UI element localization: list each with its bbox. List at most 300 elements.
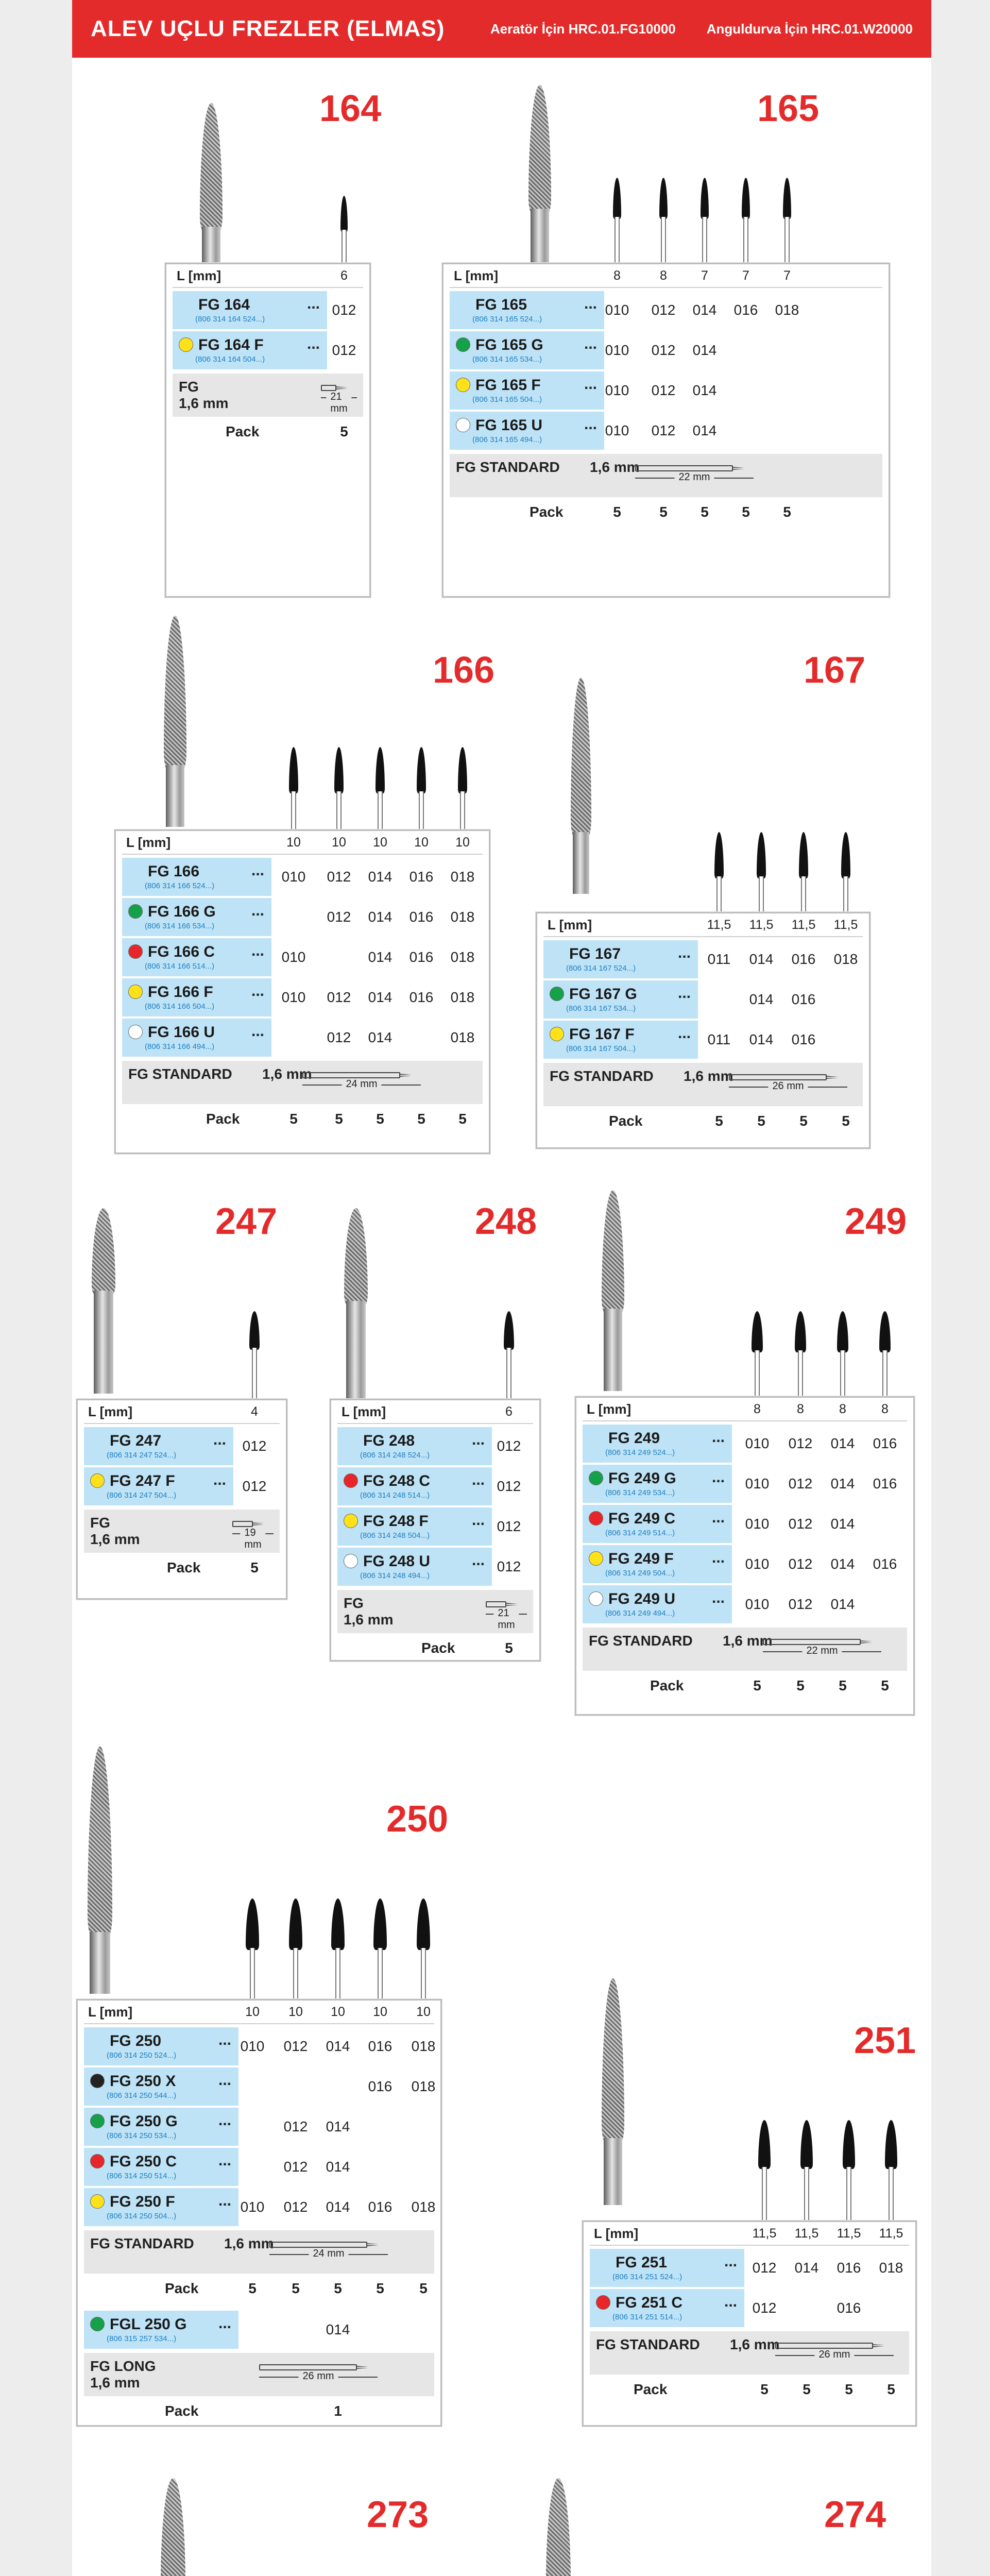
size-silhouette: [328, 1899, 348, 2012]
shank-type: FG STANDARD: [550, 1068, 654, 1084]
size-value: 012: [788, 1516, 813, 1532]
product-name: [344, 1513, 492, 1530]
length-header-row: [543, 913, 863, 937]
product-name: [128, 863, 271, 880]
color-code-dot: [456, 418, 470, 432]
silhouette-head: [701, 178, 709, 219]
color-code-dot: [128, 904, 143, 919]
size-value: 012: [327, 909, 351, 925]
product-code: (806 314 249 524...): [605, 1448, 675, 1457]
anguldurva-reference: Anguldurva İçin HRC.01.W20000: [706, 21, 913, 37]
color-code-dot: [128, 1025, 143, 1039]
group-number: 251: [854, 2020, 916, 2061]
pack-quantity: 5: [505, 1640, 513, 1656]
color-code-dot: [344, 1514, 358, 1528]
size-value: 018: [450, 949, 475, 965]
length-dimension: [232, 1520, 274, 1550]
shank-diameter: 1,6 mm: [179, 395, 229, 411]
pack-label: Pack: [634, 2381, 668, 2397]
size-silhouette: [370, 1899, 390, 2012]
silhouette-head: [458, 747, 467, 793]
pack-quantity: 5: [376, 2280, 384, 2296]
shank-type: FG: [179, 379, 199, 395]
size-value: 012: [497, 1438, 521, 1454]
shank-info-row: [543, 1063, 863, 1106]
size-value: 014: [830, 1435, 855, 1451]
silhouette-head: [800, 2120, 813, 2169]
pack-quantity: 5: [292, 2280, 300, 2296]
product-name-text: FG 249: [608, 1430, 660, 1447]
shank-diameter: 1,6 mm: [224, 2235, 274, 2251]
length-dimension: [763, 1638, 881, 1658]
product-code: (806 315 257 534...): [107, 2334, 177, 2343]
pack-quantity: 5: [289, 1111, 298, 1127]
length-value: 11,5: [707, 918, 731, 932]
product-name-cell: [590, 2289, 744, 2327]
size-value: 010: [745, 1516, 770, 1532]
total-length: 26 mm: [768, 1080, 808, 1092]
length-header-row: [84, 2001, 434, 2024]
shank-info-row: [84, 2230, 434, 2274]
ellipsis: ...: [471, 1431, 485, 1448]
long-pack-row: [84, 2398, 434, 2424]
product-name-text: FG 165 G: [475, 336, 543, 353]
product-table-167: [536, 912, 870, 1149]
product-name-text: FG 250 F: [110, 2193, 175, 2210]
product-name-cell: [84, 2108, 238, 2146]
product-name-text: FG 250 G: [110, 2113, 178, 2130]
size-value: 014: [830, 1596, 855, 1612]
ellipsis: ...: [251, 1023, 264, 1040]
size-value: 016: [873, 1476, 897, 1492]
product-table-164: [165, 263, 371, 598]
ellipsis: ...: [218, 2152, 231, 2169]
product-name-cell: [583, 1505, 732, 1543]
product-code: (806 314 251 524...): [612, 2273, 682, 2281]
shank-info-row: [173, 374, 363, 417]
color-code-dot: [90, 1473, 105, 1488]
shank-diameter: 1,6 mm: [684, 1068, 733, 1084]
size-value: 014: [830, 1476, 855, 1492]
product-name: [589, 1590, 732, 1608]
length-dimension: [302, 1071, 421, 1092]
group-number: 249: [845, 1201, 907, 1242]
pack-row: [543, 1108, 863, 1134]
pack-label: Pack: [206, 1111, 240, 1127]
product-code: (806 314 251 514...): [612, 2313, 682, 2321]
product-name: [128, 984, 271, 1001]
ellipsis: ...: [584, 376, 597, 393]
product-code: (806 314 248 514...): [360, 1491, 430, 1500]
ellipsis: ...: [471, 1552, 485, 1569]
product-name-cell: [590, 2249, 744, 2287]
product-name-text: FG 248 C: [363, 1472, 431, 1489]
product-name-text: FG 251 C: [616, 2294, 683, 2311]
product-name: [90, 1432, 233, 1450]
product-table-247: [76, 1399, 287, 1600]
product-name-text: FG 247 F: [110, 1472, 175, 1489]
length-value: 10: [286, 835, 301, 850]
size-silhouette: [796, 2120, 817, 2226]
size-value: 011: [707, 951, 731, 967]
size-value: 012: [752, 2260, 777, 2276]
length-dimension: [321, 384, 357, 414]
ellipsis: ...: [306, 335, 320, 352]
length-value: 10: [373, 2005, 387, 2019]
length-value: 8: [797, 1402, 804, 1416]
product-name-cell: [173, 291, 327, 329]
product-name: [589, 1550, 732, 1568]
product-code: (806 314 250 524...): [107, 2051, 177, 2060]
shank-type: FG STANDARD: [128, 1066, 232, 1082]
product-name-text: FG 166: [148, 863, 200, 880]
size-value: 016: [873, 1556, 897, 1572]
shank-type: FG STANDARD: [90, 2235, 194, 2251]
pack-quantity: 5: [796, 1677, 805, 1693]
size-value: 012: [283, 2159, 308, 2175]
size-value: 012: [327, 1029, 351, 1045]
product-name-text: FG 250: [110, 2032, 162, 2049]
total-length: 26 mm: [814, 2349, 854, 2361]
length-value: 11,5: [791, 918, 816, 932]
shank-type: FG: [344, 1595, 364, 1611]
color-code-dot: [589, 1471, 603, 1485]
size-value: 010: [605, 422, 629, 438]
color-code-dot: [179, 337, 193, 352]
size-value: 010: [605, 342, 629, 358]
product-name-cell: [84, 1467, 233, 1505]
product-code: (806 314 250 544...): [107, 2091, 177, 2100]
size-silhouette: [413, 1899, 434, 2012]
product-name-cell: [84, 2148, 238, 2186]
color-code-dot: [344, 1554, 358, 1568]
product-name-cell: [122, 938, 271, 976]
pack-quantity: 5: [613, 504, 621, 520]
shank-diameter: 1,6 mm: [90, 1531, 140, 1547]
pack-quantity: 5: [842, 1113, 850, 1129]
shank-diameter: 1,6 mm: [723, 1633, 773, 1649]
product-code: (806 314 247 504...): [107, 1491, 177, 1500]
product-name-cell: [122, 858, 271, 896]
length-value: 10: [373, 835, 387, 850]
pack-row: [590, 2377, 909, 2402]
product-name-cell: [173, 331, 327, 369]
size-value: 014: [368, 949, 392, 965]
length-value: 8: [754, 1402, 761, 1416]
length-header-row: [122, 831, 483, 855]
size-silhouette: [694, 178, 715, 276]
size-value: 010: [605, 382, 629, 398]
ellipsis: ...: [218, 2112, 231, 2129]
product-name: [90, 2153, 238, 2171]
silhouette-head: [843, 2120, 855, 2169]
ellipsis: ...: [677, 1025, 691, 1042]
size-value: 012: [788, 1596, 813, 1612]
ellipsis: ...: [711, 1509, 725, 1526]
pack-quantity: 5: [783, 504, 791, 520]
product-name: [550, 986, 698, 1003]
pack-label: Pack: [530, 504, 564, 520]
shank-type-label: [179, 379, 229, 412]
ellipsis: ...: [306, 295, 320, 312]
total-length: 21 mm: [493, 1607, 519, 1631]
product-name-text: FG 165: [475, 296, 527, 313]
color-code-dot: [90, 2194, 105, 2209]
product-name-cell: [122, 978, 271, 1016]
silhouette-shank: [804, 2167, 809, 2224]
color-code-dot: [456, 337, 470, 352]
length-value: 7: [742, 268, 749, 283]
silhouette-shank: [846, 2167, 851, 2224]
product-name-cell: [543, 1021, 698, 1059]
shank-type-label: [90, 2235, 274, 2268]
ellipsis: ...: [213, 1431, 226, 1448]
silhouette-head: [758, 2120, 771, 2169]
product-code: (806 314 248 494...): [360, 1571, 430, 1580]
product-name: [589, 1430, 732, 1447]
pack-label: Pack: [165, 2403, 199, 2419]
size-value: 012: [788, 1435, 813, 1451]
length-header-row: [173, 264, 363, 288]
product-table-251: [582, 2221, 917, 2427]
size-value: 012: [497, 1558, 521, 1574]
pack-quantity: 5: [659, 504, 668, 520]
product-name: [179, 336, 327, 354]
size-value: 014: [326, 2321, 350, 2337]
total-length: 22 mm: [674, 471, 714, 483]
pack-quantity: 5: [799, 1113, 808, 1129]
product-code: (806 314 167 524...): [566, 964, 636, 973]
page-title: ALEV UÇLU FREZLER (ELMAS): [91, 16, 445, 41]
product-name-text: FG 167 G: [569, 986, 637, 1003]
product-name-text: FG 164: [198, 296, 250, 313]
pack-row: [583, 1673, 907, 1699]
pack-quantity: 1: [334, 2403, 342, 2419]
pack-label: Pack: [609, 1113, 643, 1129]
ellipsis: ...: [584, 335, 597, 352]
silhouette-head: [783, 178, 791, 219]
length-label: L [mm]: [594, 2226, 639, 2241]
size-value: 016: [733, 302, 758, 318]
color-code-dot: [589, 1591, 603, 1606]
pack-label: Pack: [167, 1560, 201, 1575]
product-name-text: FG 165 U: [475, 417, 543, 434]
pack-quantity: 5: [250, 1560, 259, 1575]
product-name-text: FG 167: [569, 945, 621, 962]
size-value: 016: [791, 991, 816, 1007]
pack-quantity: 5: [881, 1677, 889, 1693]
pack-quantity: 5: [458, 1111, 467, 1127]
size-value: 010: [281, 869, 306, 885]
size-value: 014: [368, 869, 392, 885]
size-value: 012: [242, 1478, 267, 1494]
color-code-dot: [90, 2317, 105, 2331]
product-name: [596, 2294, 744, 2312]
product-table-166: [114, 829, 490, 1154]
product-code: (806 314 165 524...): [472, 315, 542, 324]
ellipsis: ...: [218, 2192, 231, 2209]
product-name-cell: [450, 412, 604, 450]
ellipsis: ...: [218, 2031, 231, 2048]
length-label: L [mm]: [342, 1404, 386, 1419]
pack-row: [173, 419, 363, 445]
product-name: [90, 1472, 233, 1490]
size-value: 012: [497, 1478, 521, 1494]
length-value: 11,5: [749, 918, 774, 932]
size-value: 014: [692, 382, 717, 398]
ellipsis: ...: [584, 416, 597, 433]
product-name: [90, 2316, 238, 2333]
silhouette-shank: [889, 2167, 894, 2224]
product-code: (806 314 248 504...): [360, 1531, 430, 1540]
ellipsis: ...: [724, 2253, 737, 2270]
product-name-cell: [583, 1545, 732, 1583]
size-value: 018: [775, 302, 799, 318]
pack-row: [84, 2276, 434, 2301]
silhouette-head: [289, 1899, 302, 1950]
length-label: L [mm]: [126, 835, 171, 850]
long-shank-info-row: [84, 2353, 434, 2396]
group-number: 247: [215, 1201, 278, 1242]
color-code-dot: [596, 2295, 610, 2310]
product-name-text: FG 248 U: [363, 1553, 431, 1570]
group-number: 167: [804, 650, 866, 691]
size-value: 012: [651, 422, 676, 438]
product-name-cell: [84, 2027, 238, 2065]
product-code: (806 314 249 504...): [605, 1569, 675, 1578]
silhouette-head: [795, 1311, 806, 1352]
product-name-text: FG 249 F: [608, 1550, 674, 1567]
product-name: [344, 1472, 492, 1490]
pack-quantity: 5: [757, 1113, 765, 1129]
group-number: 248: [475, 1201, 537, 1242]
pack-quantity: 5: [715, 1113, 723, 1129]
shank-type-label: [456, 459, 640, 492]
size-value: 012: [327, 989, 351, 1005]
size-value: 012: [283, 2119, 308, 2134]
length-value: 10: [455, 835, 470, 850]
silhouette-head: [246, 1899, 259, 1950]
size-value: 018: [411, 2199, 436, 2215]
size-value: 010: [745, 1596, 770, 1612]
product-name: [589, 1470, 732, 1487]
size-value: 012: [497, 1518, 521, 1534]
pack-row: [450, 499, 882, 525]
size-silhouette: [777, 178, 797, 276]
product-name-cell: [84, 1427, 233, 1465]
length-header-row: [84, 1400, 280, 1424]
size-value: 014: [692, 342, 717, 358]
product-name: [128, 903, 271, 921]
product-name: [456, 417, 604, 434]
size-value: 016: [368, 2199, 392, 2215]
bur-shank-image: [531, 209, 549, 270]
product-name: [589, 1510, 732, 1528]
size-value: 016: [791, 951, 816, 967]
length-label: L [mm]: [454, 268, 499, 283]
size-value: 016: [873, 1435, 897, 1451]
aerator-reference: Aeratör İçin HRC.01.FG10000: [490, 21, 676, 37]
color-code-dot: [589, 1551, 603, 1566]
product-name-cell: [84, 2067, 238, 2106]
length-value: 7: [783, 268, 791, 283]
size-value: 018: [411, 2078, 436, 2094]
shank-info-row: [84, 1510, 280, 1553]
product-name: [179, 296, 327, 314]
product-name-cell: [583, 1425, 732, 1463]
length-label: L [mm]: [88, 2004, 133, 2020]
size-value: 014: [326, 2199, 350, 2215]
product-code: (806 314 166 534...): [145, 922, 215, 930]
length-value: 11,5: [837, 2226, 861, 2241]
pack-quantity: 5: [887, 2381, 895, 2397]
product-name: [90, 2073, 238, 2090]
size-value: 014: [368, 909, 392, 925]
color-code-dot: [90, 2154, 105, 2168]
shank-info-row: [583, 1628, 907, 1671]
ellipsis: ...: [584, 295, 597, 312]
length-value: 10: [414, 835, 429, 850]
product-code: (806 314 164 504...): [195, 355, 265, 364]
size-value: 014: [749, 1031, 774, 1047]
product-table-248: [330, 1399, 541, 1662]
product-name-cell: [543, 980, 698, 1019]
silhouette-shank: [762, 2167, 767, 2224]
pack-row: [122, 1106, 483, 1132]
product-name-cell: [84, 2188, 238, 2226]
bur-shank-image: [94, 1291, 113, 1394]
product-name: [344, 1553, 492, 1570]
size-value: 012: [651, 342, 676, 358]
size-value: 018: [450, 869, 475, 885]
silhouette-head: [659, 178, 668, 219]
pack-quantity: 5: [760, 2381, 769, 2397]
ellipsis: ...: [711, 1429, 725, 1446]
shank-type: FG STANDARD: [456, 459, 560, 475]
length-dimension: [775, 2342, 894, 2362]
size-silhouette: [499, 1311, 519, 1401]
pack-label: Pack: [421, 1640, 455, 1656]
size-value: 016: [409, 989, 434, 1005]
group-number: 274: [824, 2494, 886, 2535]
product-name: [456, 377, 604, 394]
color-code-dot: [589, 1511, 603, 1526]
silhouette-head: [841, 832, 850, 878]
ellipsis: ...: [251, 902, 264, 919]
size-value: 010: [240, 2199, 265, 2215]
ellipsis: ...: [471, 1512, 485, 1529]
bur-shank-image: [604, 1309, 622, 1391]
size-value: 016: [837, 2260, 861, 2276]
size-value: 014: [830, 1556, 855, 1572]
product-name-text: FG 165 F: [475, 377, 541, 394]
shank-type-label: [550, 1068, 733, 1101]
product-name: [90, 2032, 238, 2050]
size-value: 016: [368, 2038, 392, 2054]
color-code-dot: [128, 944, 143, 959]
bur-shank-image: [346, 1301, 366, 1399]
shank-info-row: [450, 454, 882, 497]
size-value: 014: [749, 951, 774, 967]
product-code: (806 314 167 504...): [566, 1044, 636, 1053]
size-value: 018: [450, 989, 475, 1005]
size-value: 018: [450, 909, 475, 925]
product-code: (806 314 166 504...): [145, 1002, 215, 1011]
ellipsis: ...: [711, 1549, 725, 1566]
shank-type-label: [589, 1633, 773, 1666]
shank-info-row: [590, 2331, 909, 2375]
pack-row: [337, 1635, 533, 1661]
